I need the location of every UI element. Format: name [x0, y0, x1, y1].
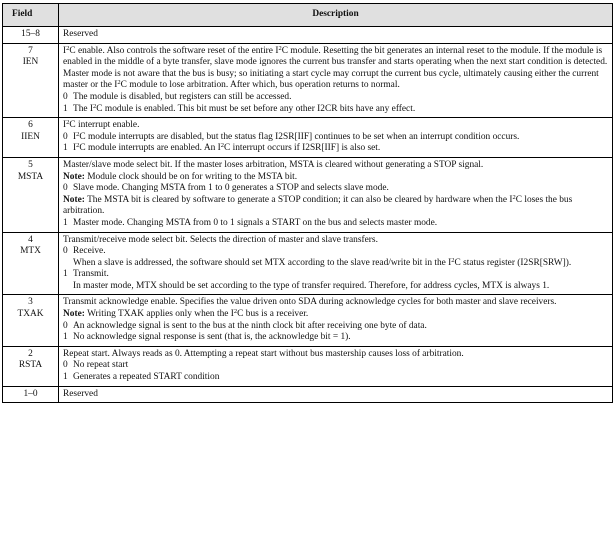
field-bits: 7 [28, 45, 33, 56]
table-row [3, 157, 613, 232]
note-text: Module clock should be on for writing to the MSTA bit. [87, 171, 298, 182]
option-detail: In master mode, MTX should be set according to the type of transfer required. Therefore, for address cycles, MTX is always 1. [73, 280, 550, 291]
field-cell [3, 43, 59, 118]
option-text: $I^2C$ module interrupts are disabled, but the status flag I2SR[IIF] continues to be set when an interrupt condition occurs. [73, 130, 520, 142]
register-field-table [2, 3, 613, 403]
field-bits: 1–0 [23, 388, 38, 399]
option-value: 1 [63, 372, 68, 383]
option-value: 1 [63, 332, 68, 343]
description-text: Master/slave mode select bit. If the master loses arbitration, MSTA is cleared without generating a STOP signal. [63, 159, 484, 170]
note-text: The MSTA bit is cleared by software to generate a STOP condition; it can also be cleared by hardware when the $I^2C$ loses the bus arbitration. [63, 193, 573, 217]
option-text: Generates a repeated START condition [73, 372, 220, 383]
option-1 [63, 332, 608, 344]
option-value: 0 [63, 246, 68, 257]
option-text: Receive. [73, 246, 106, 257]
option-text: Master mode. Changing MSTA from 0 to 1 signals a START on the bus and selects master mode. [73, 217, 438, 228]
field-bits: 6 [28, 120, 33, 131]
field-bits: 15–8 [21, 29, 40, 39]
field-bits: 2 [28, 348, 33, 359]
option-text: Slave mode. Changing MSTA from 1 to 0 generates a STOP and selects slave mode. [73, 183, 389, 194]
field-cell [3, 346, 59, 386]
note [63, 309, 608, 321]
option-1 [63, 269, 608, 281]
option-1 [63, 218, 608, 230]
table-row [3, 346, 613, 386]
option-0 [63, 183, 608, 195]
option-value: 0 [63, 91, 68, 102]
note-label: Note: [63, 194, 85, 205]
option-value: 1 [63, 143, 68, 154]
note [63, 195, 608, 218]
field-name: MSTA [17, 171, 44, 182]
description-text: $I^2C$ enable. Also controls the software reset of the entire $I^2C$ module. Resetting the bit generates an internal reset to the module. If the module is enabled in the middle of a byte transfer, slave mode ignores the current bus transfer and starts operating when the next start condition is detected. Master mode is not aware that the bus is busy; so initiating a start cycle may corrupt the current bus cycle, ultimately causing either the current master or the $I^2C$ module to lose arbitration. After which, bus operation returns to normal. [63, 44, 608, 91]
option-text: An acknowledge signal is sent to the bus at the ninth clock bit after receiving one byte of data. [73, 320, 427, 331]
description-cell [59, 157, 613, 232]
table-row [3, 386, 613, 403]
description-cell [59, 346, 613, 386]
table-row [3, 27, 613, 44]
field-column-header: Field [3, 4, 59, 27]
option-0 [63, 321, 608, 333]
option-text: The module is disabled, but registers can still be accessed. [73, 91, 292, 102]
option-value: 1 [63, 269, 68, 280]
option-text: No repeat start [73, 360, 129, 371]
option-detail: When a slave is addressed, the software should set MTX according to the slave read/write bit in the $I^2C$ status register (I2SR[SRW]). [73, 256, 572, 268]
description-cell: Reserved [59, 386, 613, 403]
option-value: 0 [63, 131, 68, 142]
field-name: IIEN [21, 131, 40, 142]
option-1 [63, 104, 608, 116]
option-text: No acknowledge signal response is sent (that is, the acknowledge bit = 1). [73, 332, 351, 343]
field-name: RSTA [18, 360, 43, 371]
note-label: Note: [63, 309, 85, 320]
table-row [3, 43, 613, 118]
description-text: $I^2C$ interrupt enable. [63, 119, 140, 131]
option-value: 1 [63, 103, 68, 114]
option-text: Transmit. [73, 269, 109, 280]
option-0 [63, 246, 608, 258]
option-1 [63, 372, 608, 384]
field-bits: 3 [28, 297, 33, 308]
field-bits: 4 [28, 234, 33, 245]
option-0 [63, 360, 608, 372]
description-text: Repeat start. Always reads as 0. Attempting a repeat start without bus mastership causes loss of arbitration. [63, 348, 464, 359]
field-name: MTX [20, 246, 41, 257]
table-row [3, 232, 613, 295]
field-cell [3, 157, 59, 232]
field-name: TXAK [17, 309, 44, 320]
option-value: 1 [63, 217, 68, 228]
field-cell [3, 295, 59, 346]
option-text: $I^2C$ module interrupts are enabled. An $I^2C$ interrupt occurs if I2SR[IIF] is also set. [73, 142, 381, 154]
field-cell [3, 232, 59, 295]
field-cell [3, 386, 59, 403]
description-cell [59, 232, 613, 295]
table-row [3, 118, 613, 158]
option-1 [63, 143, 608, 155]
option-0 [63, 92, 608, 104]
note-text: Writing TXAK applies only when the $I^2C$ bus is a receiver. [87, 308, 309, 320]
table-header-row [3, 4, 613, 27]
description-column-header: Description [59, 4, 613, 27]
table-row [3, 295, 613, 346]
field-cell [3, 27, 59, 44]
note-label: Note: [63, 171, 85, 182]
description-cell [59, 43, 613, 118]
option-value: 0 [63, 360, 68, 371]
field-name: IEN [22, 57, 39, 68]
option-text: The $I^2C$ module is enabled. This bit must be set before any other I2CR bits have any effect. [73, 102, 416, 114]
note [63, 172, 608, 184]
description-cell: Reserved [59, 27, 613, 44]
description-cell [59, 118, 613, 158]
field-bits: 5 [28, 159, 33, 170]
option-value: 0 [63, 320, 68, 331]
field-cell [3, 118, 59, 158]
description-text: Transmit acknowledge enable. Specifies the value driven onto SDA during acknowledge cycles for both master and slave receivers. [63, 297, 557, 308]
description-cell [59, 295, 613, 346]
description-text: Transmit/receive mode select bit. Selects the direction of master and slave transfers. [63, 234, 378, 245]
option-0 [63, 132, 608, 144]
option-value: 0 [63, 183, 68, 194]
